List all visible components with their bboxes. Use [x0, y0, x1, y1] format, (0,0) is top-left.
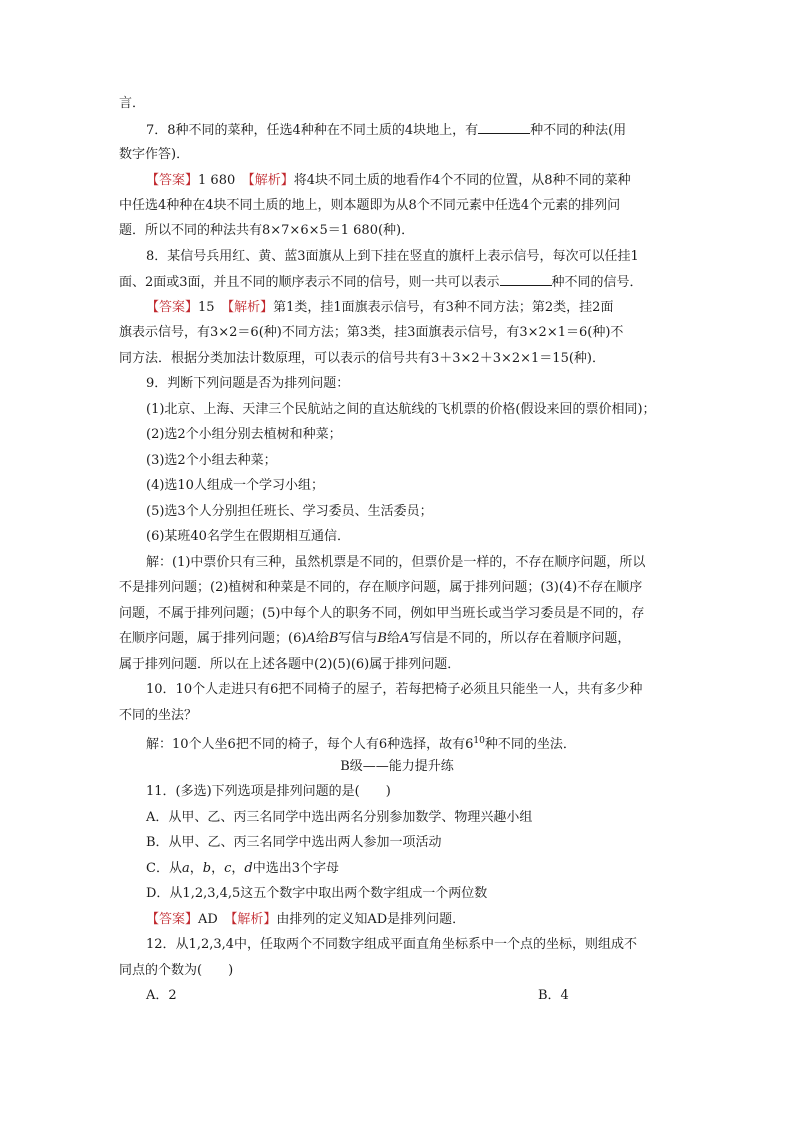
question-9-item: (2)选2个小组分别去植树和种菜；	[146, 427, 342, 442]
question-9-item: (6)某班40名学生在假期相互通信．	[146, 529, 350, 544]
answer-blank	[500, 272, 552, 286]
question-10: 10．10个人走进只有6把不同椅子的屋子，若每把椅子必须且只能坐一人，共有多少种	[146, 682, 643, 697]
analysis-tag: 【解析】	[227, 300, 274, 315]
analysis-tag: 【解析】	[230, 912, 277, 927]
question-8: 8．某信号兵用红、黄、蓝3面旗从上到下挂在竖直的旗杆上表示信号，每次可以任挂1	[146, 249, 639, 264]
text-line: 数字作答)．	[119, 147, 190, 162]
text-line: 在顺序问题，属于排列问题；(6)A给B写信与B给A写信是不同的，所以存在着顺序问题，	[119, 631, 631, 646]
option-b: B．4	[538, 988, 569, 1003]
text-line: 旗表示信号，有3×2＝6(种)不同方法；第3类，挂3面旗表示信号，有3×2×1＝6(种)不	[119, 325, 624, 340]
analysis-tag: 【解析】	[248, 173, 294, 188]
question-9-item: (1)北京、上海、天津三个民航站之间的直达航线的飞机票的价格(假设来回的票价相同)；	[146, 402, 656, 417]
option-c: C．从a，b，c，d中选出3个字母	[146, 861, 339, 876]
text-line: 同点的个数为( )	[119, 963, 234, 978]
question-9-item: (3)选2个小组去种菜；	[146, 453, 277, 468]
answer-tag: 【答案】	[146, 912, 199, 927]
text-line: 题．所以不同的种法共有8×7×6×5＝1 680(种)．	[119, 223, 415, 238]
question-9-item: (4)选10人组成一个学习小组；	[146, 478, 324, 493]
answer-8: 【答案】15 【解析】第1类，挂1面旗表示信号，有3种不同方法；第2类，挂2面	[146, 300, 614, 315]
answer-tag: 【答案】	[146, 173, 199, 188]
text-line: 同方法．根据分类加法计数原理，可以表示的信号共有3＋3×2＋3×2×1＝15(种)．	[119, 351, 605, 366]
solution-9: 解：(1)中票价只有三种，虽然机票是不同的，但票价是一样的，不存在顺序问题，所以	[146, 555, 646, 570]
option-a: A．2	[146, 988, 177, 1003]
solution-10: 解：10个人坐6把不同的椅子，每个人有6种选择，故有$6^{10}$种不同的坐法．	[146, 736, 576, 752]
question-9: 9．判断下列问题是否为排列问题：	[146, 376, 350, 391]
text-line: 言．	[119, 96, 146, 111]
text-line: 问题，不属于排列问题；(5)中每个人的职务不同，例如甲当班长或当学习委员是不同的，存	[119, 606, 645, 621]
text-line: 属于排列问题．所以在上述各题中(2)(5)(6)属于排列问题．	[119, 657, 461, 672]
question-12: 12．从1,2,3,4中，任取两个不同数字组成平面直角坐标系中一个点的坐标，则组成不	[146, 937, 638, 952]
question-9-item: (5)选3个人分别担任班长、学习委员、生活委员；	[146, 504, 433, 519]
answer-11: 【答案】AD 【解析】由排列的定义知AD是排列问题．	[146, 912, 466, 927]
option-d: D．从1,2,3,4,5这五个数字中取出两个数字组成一个两位数	[146, 886, 488, 901]
question-11: 11．(多选)下列选项是排列问题的是( )	[146, 784, 391, 799]
question-7: 7．8种不同的菜种，任选4种种在不同土质的4块地上，有 种不同的种法(用	[146, 120, 626, 141]
option-a: A．从甲、乙、丙三名同学中选出两名分别参加数学、物理兴趣小组	[146, 810, 533, 825]
option-row	[146, 986, 569, 1006]
text-line: 中任选4种种在4块不同土质的地上，则本题即为从8个不同元素中任选4个元素的排列问	[119, 198, 621, 213]
section-heading: B级——能力提升练	[340, 759, 454, 774]
answer-tag: 【答案】	[146, 300, 199, 315]
text-line: 面、2面或3面，并且不同的顺序表示不同的信号，则一共可以表示 种不同的信号．	[119, 272, 643, 293]
answer-blank	[478, 120, 530, 134]
text-line: 不是排列问题；(2)植树和种菜是不同的，存在顺序问题，属于排列问题；(3)(4)不存在顺序	[119, 580, 643, 595]
text-line: 不同的坐法？	[119, 708, 198, 723]
answer-7: 【答案】1 680 【解析】将4块不同土质的地看作4个不同的位置，从8种不同的菜种	[146, 173, 631, 188]
option-b: B．从甲、乙、丙三名同学中选出两人参加一项活动	[146, 835, 442, 850]
